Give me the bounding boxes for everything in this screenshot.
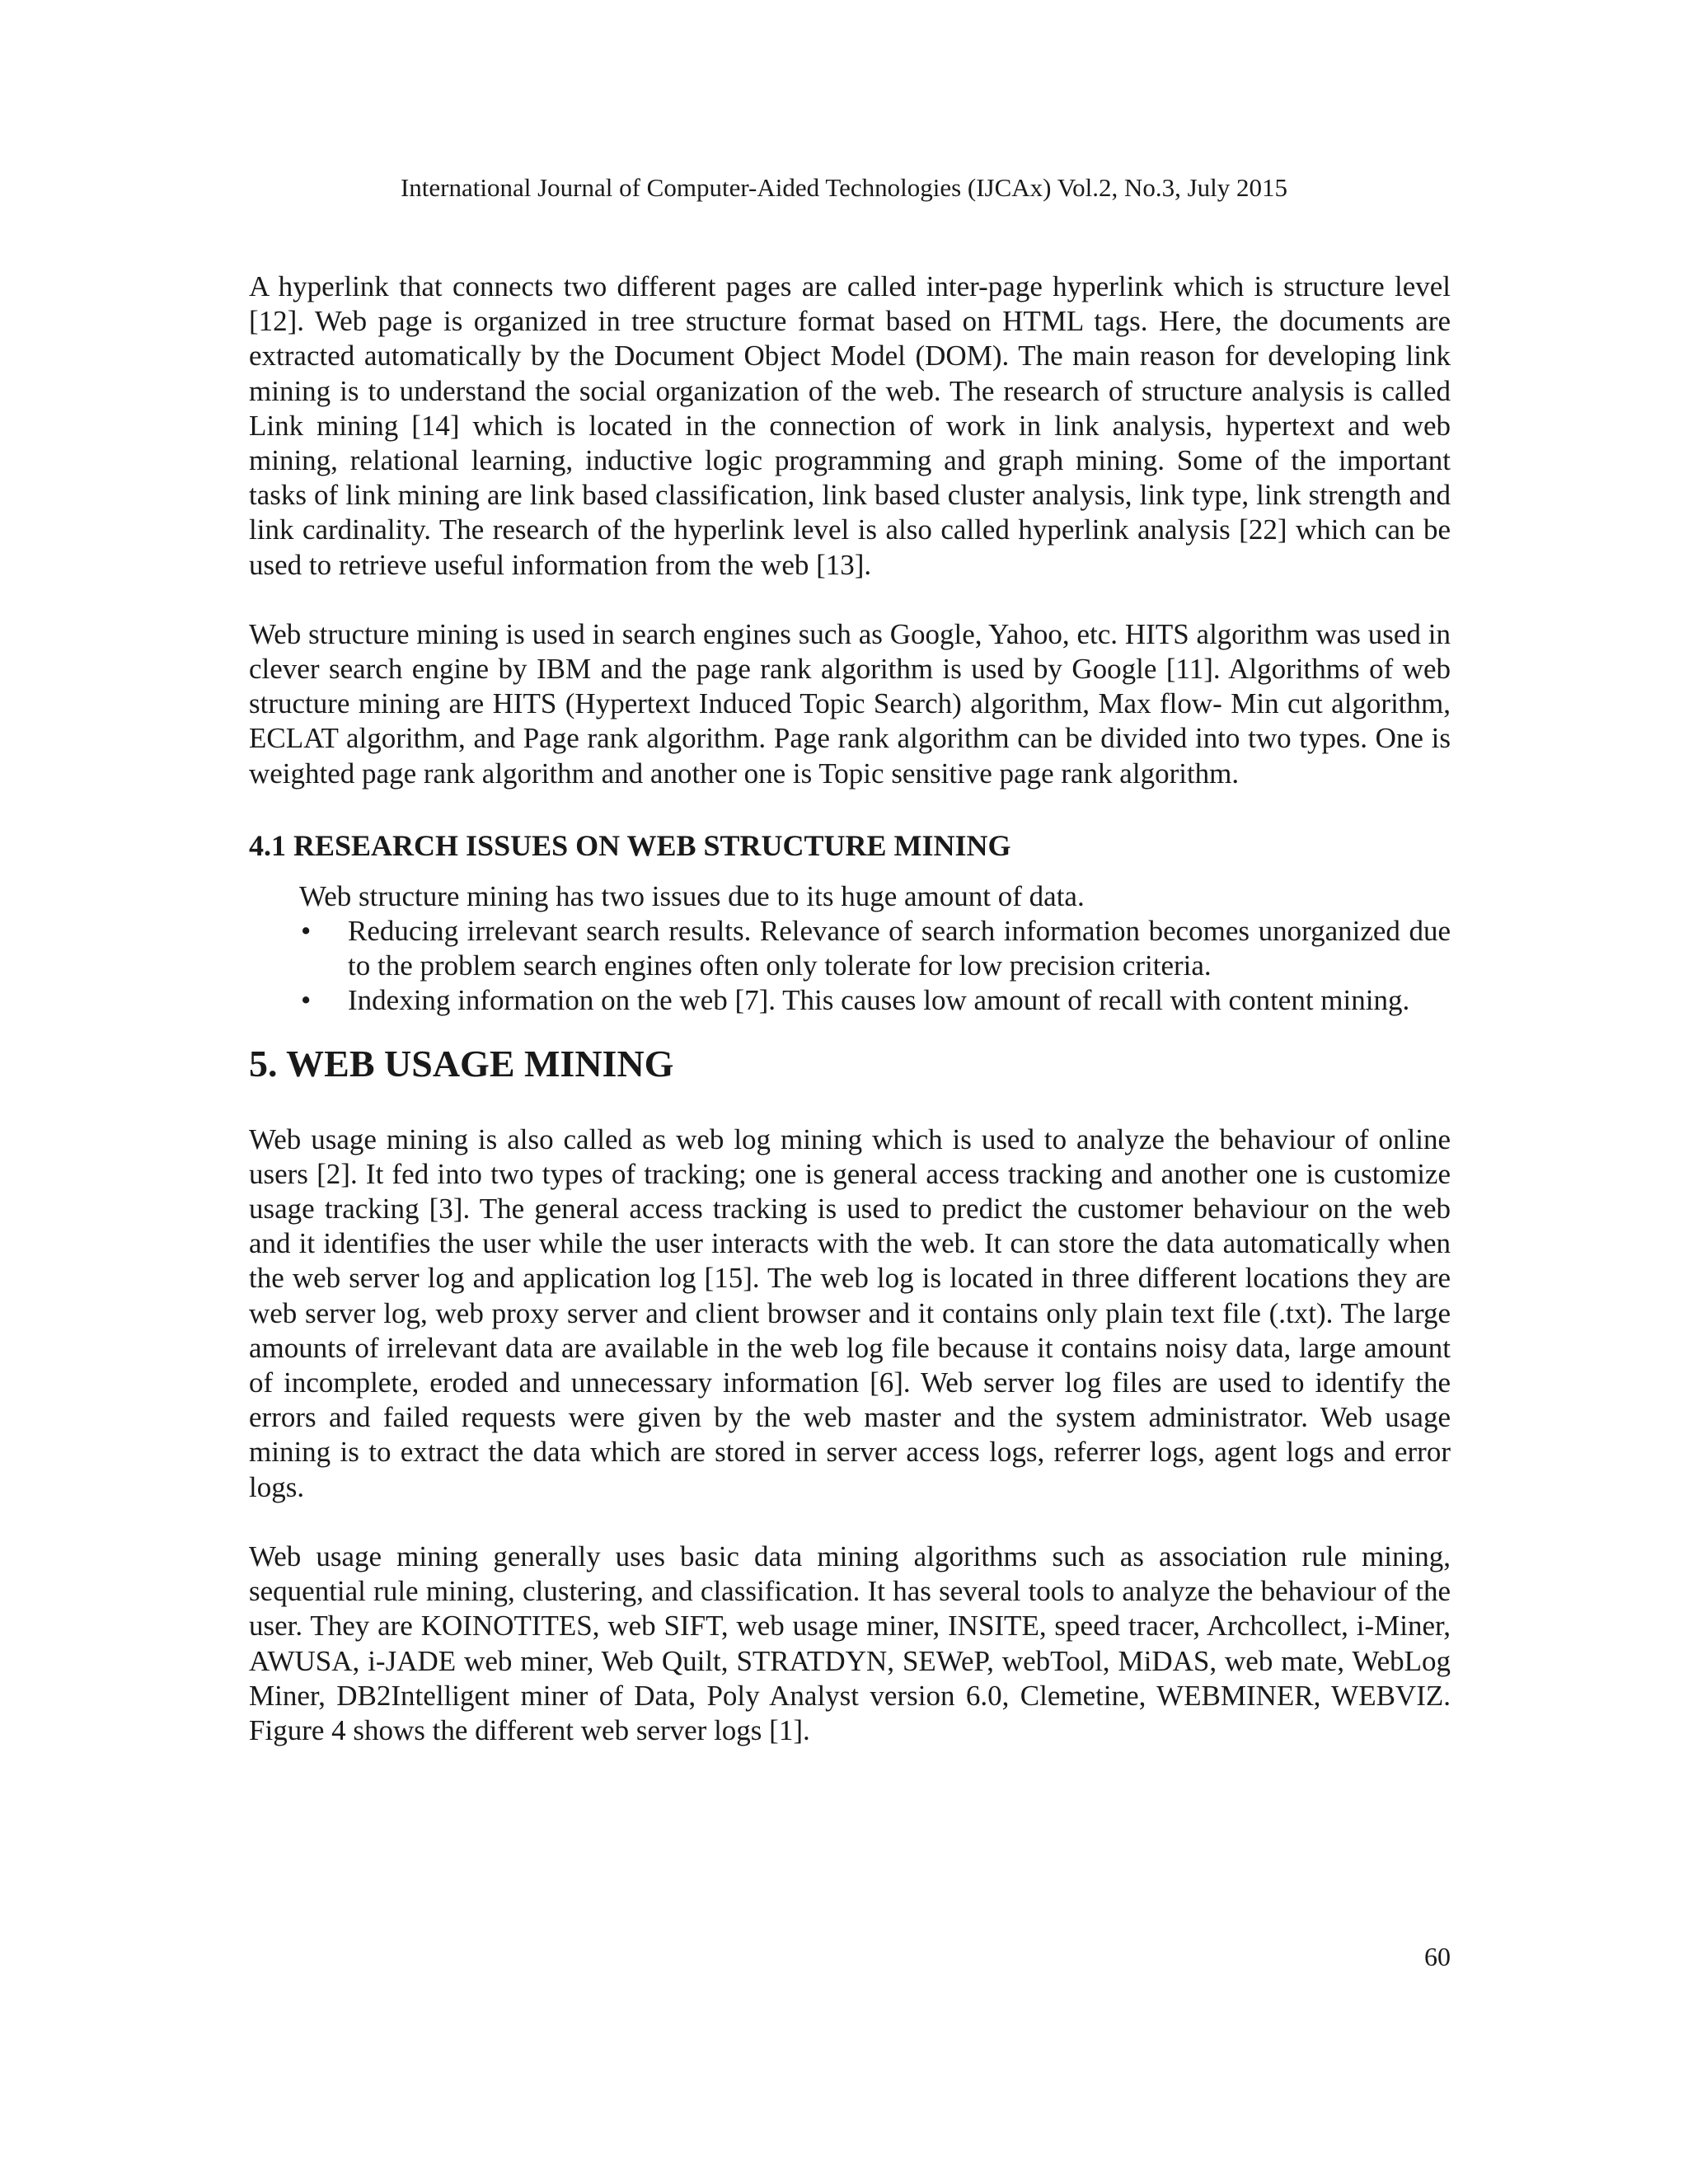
body-text: [249, 269, 1451, 1748]
list-item: [299, 983, 1451, 1018]
list-item: [299, 914, 1451, 983]
running-header: International Journal of Computer-Aided Technologies (IJCAx) Vol.2, No.3, July 2015: [400, 173, 1288, 202]
research-issues-intro: Web structure mining has two issues due to its huge amount of data.: [299, 879, 1085, 912]
heading-gap: [249, 864, 1451, 879]
heading-gap: [249, 1086, 1451, 1122]
list-item-text: Reducing irrelevant search results. Relevance of search information becomes unorganized due to the problem search engines often only tolerate for low precision criteria.: [348, 915, 1451, 982]
research-issues-block: [299, 879, 1451, 1019]
paragraph-gap: [249, 1505, 1451, 1540]
section-gap: [249, 1019, 1451, 1040]
research-issues-list: [299, 914, 1451, 1019]
bullet-icon: •: [301, 915, 312, 948]
bullet-icon: •: [301, 984, 312, 1017]
paragraph-link-mining: A hyperlink that connects two different pages are called inter-page hyperlink which is structure level [12]. Web page is organized in tree structure format based on HTML tags. Here, the documents are extracted automatically by the Document Object Model (DOM). The main reason for developing link mining is to understand the social organization of the web. The research of structure analysis is called Link mining [14] which is located in the connection of work in link analysis, hypertext and web mining, relational learning, inductive logic programming and graph mining. Some of the important tasks of link mining are link based classification, link based cluster analysis, link type, link strength and link cardinality. The research of the hyperlink level is also called hyperlink analysis [22] which can be used to retrieve useful information from the web [13].: [249, 270, 1451, 581]
paragraph-gap: [249, 583, 1451, 617]
list-item-text: Indexing information on the web [7]. This causes low amount of recall with content mining.: [348, 984, 1410, 1017]
page-number: 60: [1424, 1942, 1451, 1971]
section-5-heading: 5. WEB USAGE MINING: [249, 1042, 674, 1085]
paragraph-web-usage-mining: Web usage mining is also called as web log mining which is used to analyze the behaviour of online users [2]. It fed into two types of tracking; one is general access tracking and another one is customize usage tracking [3]. The general access tracking is used to predict the customer behaviour on the web and it identifies the user while the user interacts with the web. It can store the data automatically when the web server log and application log [15]. The web log is located in three different locations they are web server log, web proxy server and client browser and it contains only plain text file (.txt). The large amounts of irrelevant data are available in the web log file because it contains noisy data, large amount of incomplete, eroded and unnecessary information [6]. Web server log files are used to identify the errors and failed requests were given by the web master and the system administrator. Web usage mining is to extract the data which are stored in server access logs, referrer logs, agent logs and error logs.: [249, 1122, 1451, 1503]
section-gap: [249, 791, 1451, 823]
paragraph-structure-algorithms: Web structure mining is used in search engines such as Google, Yahoo, etc. HITS algorithm was used in clever search engine by IBM and the page rank algorithm is used by Google [11]. Algorithms of web structure mining are HITS (Hypertext Induced Topic Search) algorithm, Max flow- Min cut algorithm, ECLAT algorithm, and Page rank algorithm. Page rank algorithm can be divided into two types. One is weighted page rank algorithm and another one is Topic sensitive page rank algorithm.: [249, 617, 1451, 790]
section-4-1-heading: 4.1 RESEARCH ISSUES ON WEB STRUCTURE MINING: [249, 828, 1011, 862]
paragraph-web-usage-tools: Web usage mining generally uses basic data mining algorithms such as association rule mining, sequential rule mining, clustering, and classification. It has several tools to analyze the behaviour of the user. They are KOINOTITES, web SIFT, web usage miner, INSITE, speed tracer, Archcollect, i-Miner, AWUSA, i-JADE web miner, Web Quilt, STRATDYN, SEWeP, webTool, MiDAS, web mate, WebLog Miner, DB2Intelligent miner of Data, Poly Analyst version 6.0, Clemetine, WEBMINER, WEBVIZ. Figure 4 shows the different web server logs [1].: [249, 1540, 1451, 1746]
